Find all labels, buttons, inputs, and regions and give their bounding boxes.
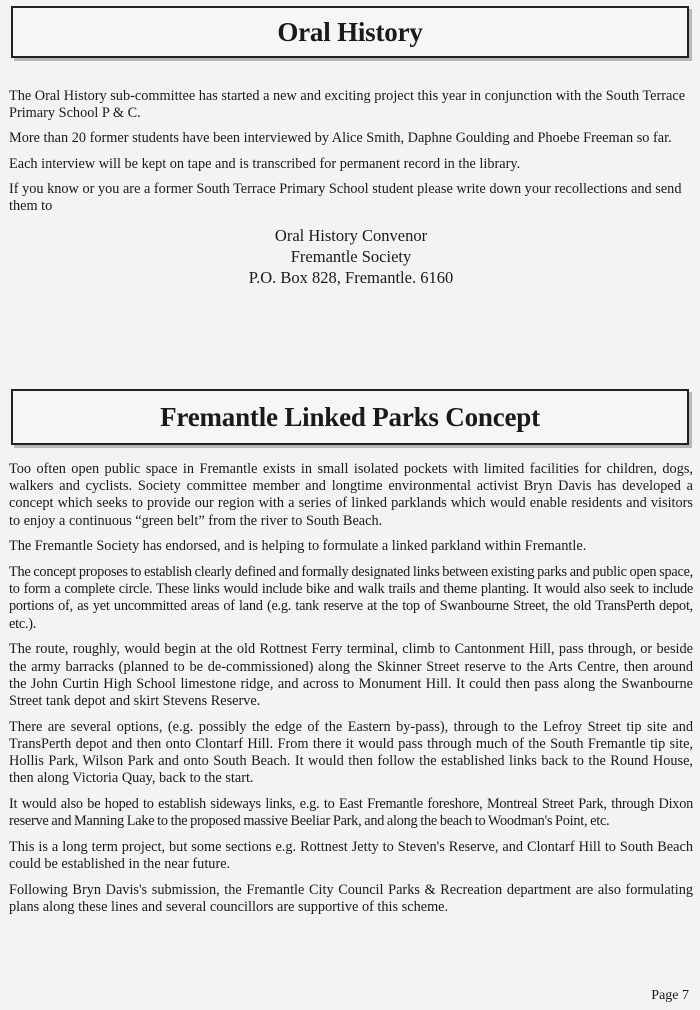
linked-parks-paragraph: The Fremantle Society has endorsed, and is helping to formulate a linked parkland within Fremantle.: [9, 538, 587, 555]
oral-history-paragraph: Each interview will be kept on tape and is transcribed for permanent record in the library.: [9, 155, 521, 172]
linked-parks-title: Fremantle Linked Parks Concept: [160, 402, 540, 432]
linked-parks-section: [9, 461, 693, 925]
linked-parks-paragraph: Following Bryn Davis's submission, the Fremantle City Council Parks & Recreation department are also formulating plans along these lines and several councillors are supportive of this scheme.: [9, 881, 693, 915]
oral-history-section: [9, 88, 693, 288]
mailing-address: [9, 225, 693, 288]
oral-history-title: Oral History: [277, 17, 423, 47]
address-line: Fremantle Society: [290, 247, 412, 267]
oral-history-paragraph: More than 20 former students have been interviewed by Alice Smith, Daphne Goulding and Phoebe Freeman so far.: [9, 130, 672, 147]
oral-history-paragraph: The Oral History sub-committee has started a new and exciting project this year in conjunction with the South Terrace Primary School P & C.: [9, 88, 686, 122]
linked-parks-heading-box: [11, 389, 689, 445]
linked-parks-paragraph: The concept proposes to establish clearly defined and formally designated links between existing parks and public open space, to form a complete circle. These links would include bike and walk trails and theme planting. It would also seek to include portions of, as yet uncommitted areas of land (e.g. tank reserve at the top of Swanbourne Street, the old TransPerth depot, etc.).: [9, 564, 693, 632]
linked-parks-paragraph: This is a long term project, but some sections e.g. Rottnest Jetty to Steven's Reserve, and Clontarf Hill to South Beach could be established in the near future.: [9, 838, 693, 873]
linked-parks-paragraph: There are several options, (e.g. possibly the edge of the Eastern by-pass), through to the Lefroy Street tip site and TransPerth depot and then onto Clontarf Hill. From there it would pass through much of the South Fremantle tip site, Hollis Park, Wilson Park and onto South Beach. It would then follow the established links back to the Round House, then along Victoria Quay, back to the start.: [9, 718, 693, 787]
linked-parks-paragraph: The route, roughly, would begin at the old Rottnest Ferry terminal, climb to Cantonment Hill, pass through, or beside the army barracks (planned to be de-commissioned) along the Skinner Street reserve to the Arts Centre, then around the John Curtin High School limestone ridge, and across to Monument Hill. It could then pass along the Swanbourne Street tank depot and skirt Stevens Reserve.: [9, 641, 693, 709]
oral-history-paragraph: If you know or you are a former South Terrace Primary School student please write down your recollections and send them to: [9, 180, 682, 215]
linked-parks-paragraph: It would also be hoped to establish sideways links, e.g. to East Fremantle foreshore, Montreal Street Park, through Dixon reserve and Manning Lake to the proposed massive Beeliar Park, and along the beach to Woodman's Point, etc.: [9, 795, 693, 830]
linked-parks-paragraph: Too often open public space in Fremantle exists in small isolated pockets with limited facilities for children, dogs, walkers and cyclists. Society committee member and longtime environmental activist Bryn Davis has developed a concept which seeks to provide our region with a series of linked parklands which would enable residents and visitors to enjoy a continuous “green belt” from the river to South Beach.: [9, 461, 693, 529]
page-number: Page 7: [651, 988, 689, 1003]
address-line: Oral History Convenor: [274, 226, 428, 246]
address-line: P.O. Box 828, Fremantle. 6160: [248, 268, 454, 288]
oral-history-heading-box: [11, 6, 689, 58]
